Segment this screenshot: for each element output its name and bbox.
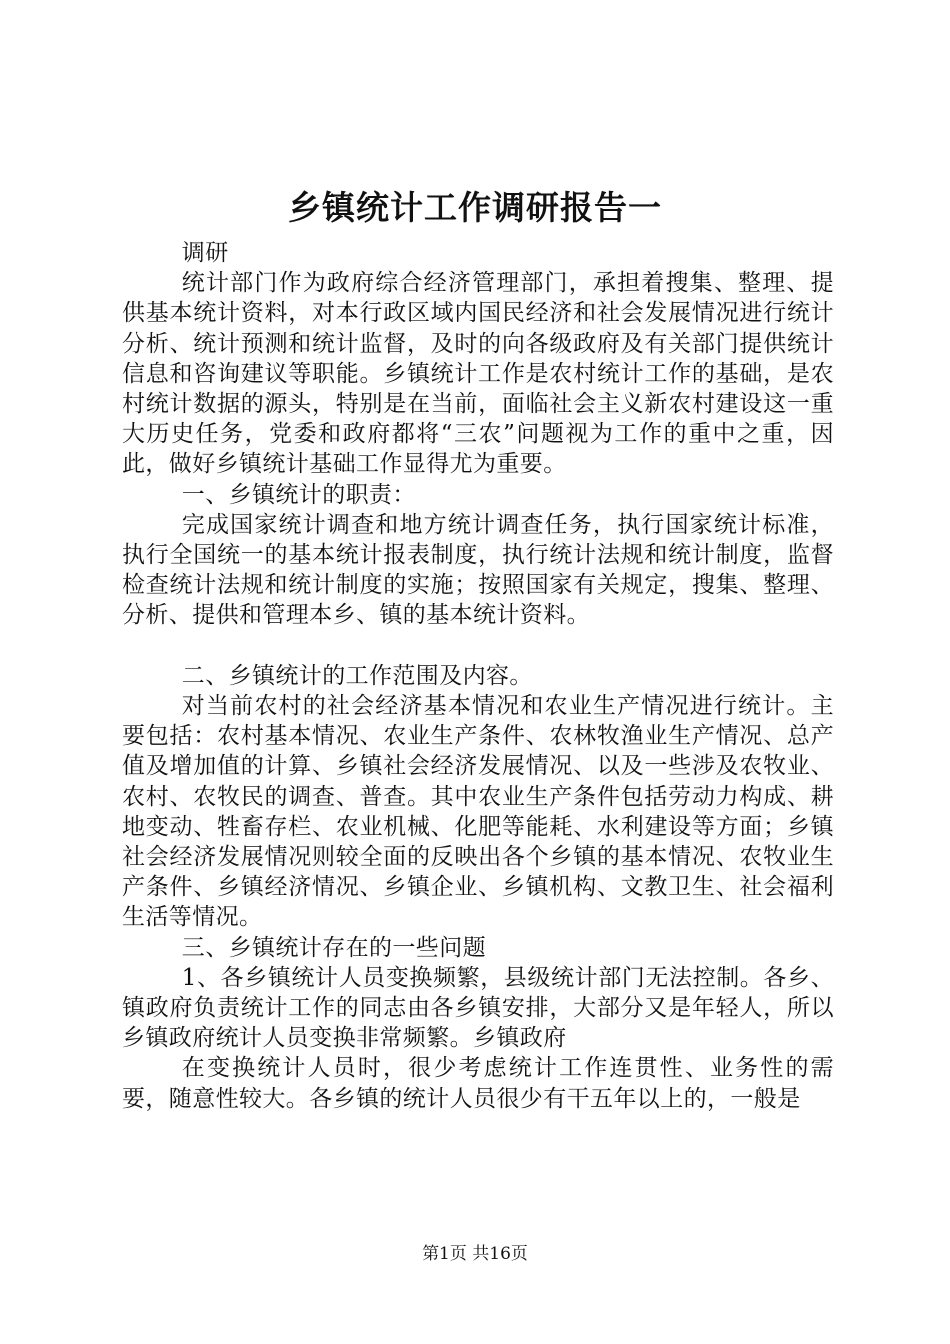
section-heading-scope: 二、乡镇统计的工作范围及内容。	[181, 662, 533, 689]
paragraph-scope: 对当前农村的社会经济基本情况和农业生产情况进行统计。主要包括：农村基本情况、农业生产条件、农林牧渔业生产情况、总产值及增加值的计算、乡镇社会经济发展情况、以及一些涉及农牧业、农村、农牧民的调查、普查。其中农业生产条件包括劳动力构成、耕地变动、牲畜存栏、农业机械、化肥等能耗、水利建设等方面；乡镇社会经济发展情况则较全面的反映出各个乡镇的基本情况、农牧业生产条件、乡镇经济情况、乡镇企业、乡镇机构、文教卫生、社会福利生活等情况。	[122, 693, 834, 931]
document-title: 乡镇统计工作调研报告一	[288, 188, 662, 227]
section-heading-problems: 三、乡镇统计存在的一些问题	[181, 934, 486, 961]
paragraph-duties: 完成国家统计调查和地方统计调查任务，执行国家统计标准，执行全国统一的基本统计报表制度，执行统计法规和统计制度，监督检查统计法规和统计制度的实施；按照国家有关规定，搜集、整理、分析、提供和管理本乡、镇的基本统计资料。	[122, 511, 834, 629]
section-heading-duties: 一、乡镇统计的职责：	[181, 481, 416, 508]
paragraph-intro-label: 调研	[181, 240, 229, 266]
paragraph-overview: 统计部门作为政府综合经济管理部门，承担着搜集、整理、提供基本统计资料，对本行政区域内国民经济和社会发展情况进行统计分析、统计预测和统计监督，及时的向各级政府及有关部门提供统计信息和咨询建议等职能。乡镇统计工作是农村统计工作的基础，是农村统计数据的源头，特别是在当前，面临社会主义新农村建设这一重大历史任务，党委和政府都将“三农”问题视为工作的重中之重，因此，做好乡镇统计基础工作显得尤为重要。	[122, 270, 834, 478]
paragraph-spacer	[122, 631, 834, 661]
paragraph-problem-1-cont: 在变换统计人员时，很少考虑统计工作连贯性、业务性的需要，随意性较大。各乡镇的统计人员很少有干五年以上的，一般是	[122, 1055, 834, 1112]
document-body	[122, 238, 834, 1114]
paragraph-problem-1: 1、各乡镇统计人员变换频繁，县级统计部门无法控制。各乡、镇政府负责统计工作的同志由各乡镇安排，大部分又是年轻人，所以乡镇政府统计人员变换非常频繁。乡镇政府	[122, 964, 834, 1052]
page-footer: 第1页 共16页	[422, 1244, 528, 1264]
